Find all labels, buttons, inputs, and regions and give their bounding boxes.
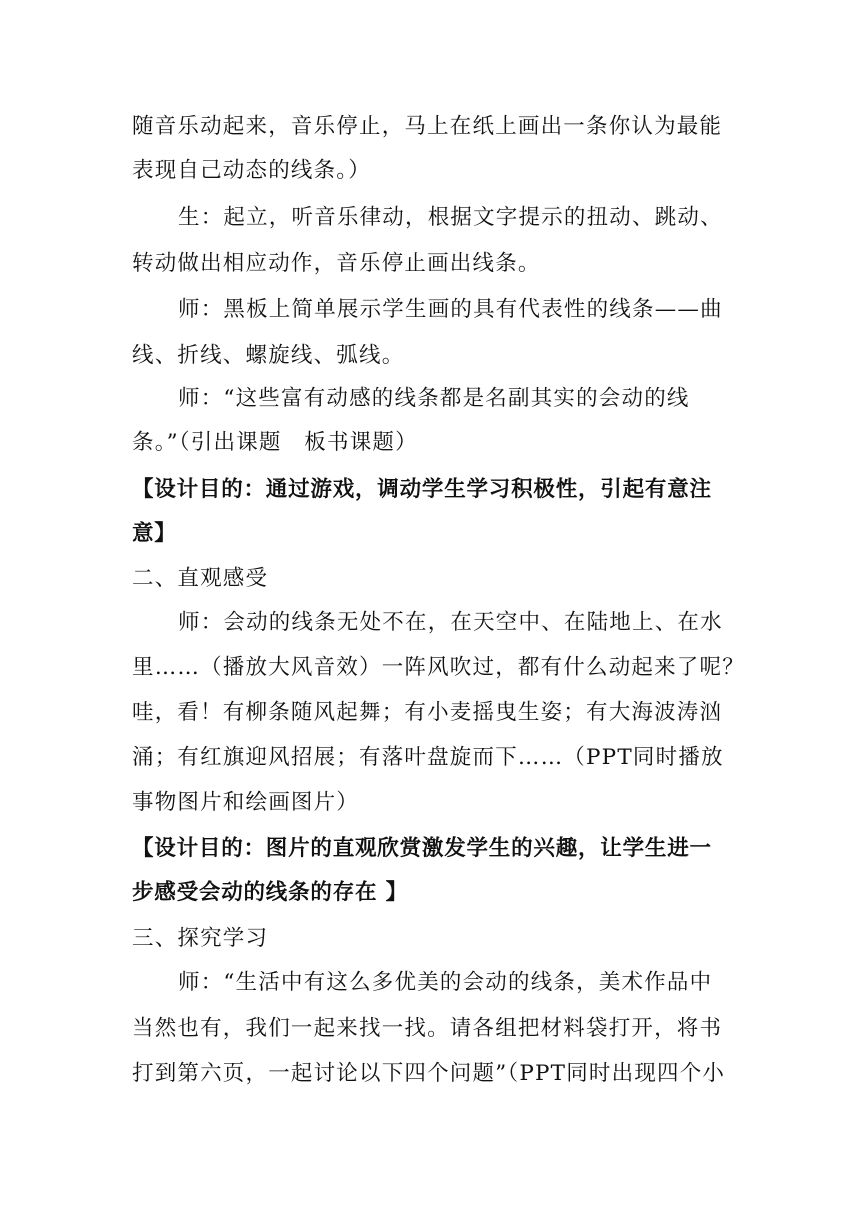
text-line: 条。”（引出课题 板书课题） bbox=[132, 430, 418, 455]
design-purpose-note: 【设计目的：图片的直观欣赏激发学生的兴趣，让学生进一 bbox=[132, 836, 712, 861]
text-line: 涌；有红旗迎风招展；有落叶盘旋而下……（PPT同时播放 bbox=[132, 745, 724, 770]
text-line: 师：“生活中有这么多优美的会动的线条，美术作品中 bbox=[178, 970, 713, 995]
text-line: 事物图片和绘画图片） bbox=[132, 790, 360, 815]
text-line: 师：会动的线条无处不在，在天空中、在陆地上、在水 bbox=[178, 610, 723, 635]
text-line: 打到第六页，一起讨论以下四个问题”（PPT同时出现四个小 bbox=[132, 1061, 726, 1086]
text-line: 师：“这些富有动感的线条都是名副其实的会动的线 bbox=[178, 386, 690, 411]
text-line: 线、折线、螺旋线、弧线。 bbox=[132, 343, 405, 368]
section-heading: 二、直观感受 bbox=[132, 566, 269, 591]
design-purpose-note: 意】 bbox=[132, 521, 177, 546]
text-line: 生：起立，听音乐律动，根据文字提示的扭动、跳动、 bbox=[178, 205, 723, 230]
text-line: 哇，看！有柳条随风起舞；有小麦摇曳生姿；有大海波涛汹 bbox=[132, 700, 723, 725]
text-line: 里……（播放大风音效）一阵风吹过，都有什么动起来了呢？ bbox=[132, 655, 745, 680]
text-line: 表现自己动态的线条。） bbox=[132, 158, 371, 183]
text-line: 当然也有，我们一起来找一找。请各组把材料袋打开，将书 bbox=[132, 1016, 723, 1041]
design-purpose-note: 【设计目的：通过游戏，调动学生学习积极性，引起有意注 bbox=[132, 477, 712, 502]
text-line: 师：黑板上简单展示学生画的具有代表性的线条——曲 bbox=[178, 297, 723, 322]
section-heading: 三、探究学习 bbox=[132, 926, 269, 951]
text-line: 随音乐动起来，音乐停止，马上在纸上画出一条你认为最能 bbox=[132, 114, 723, 139]
text-line: 转动做出相应动作，音乐停止画出线条。 bbox=[132, 251, 541, 276]
design-purpose-note: 步感受会动的线条的存在 】 bbox=[132, 880, 408, 905]
